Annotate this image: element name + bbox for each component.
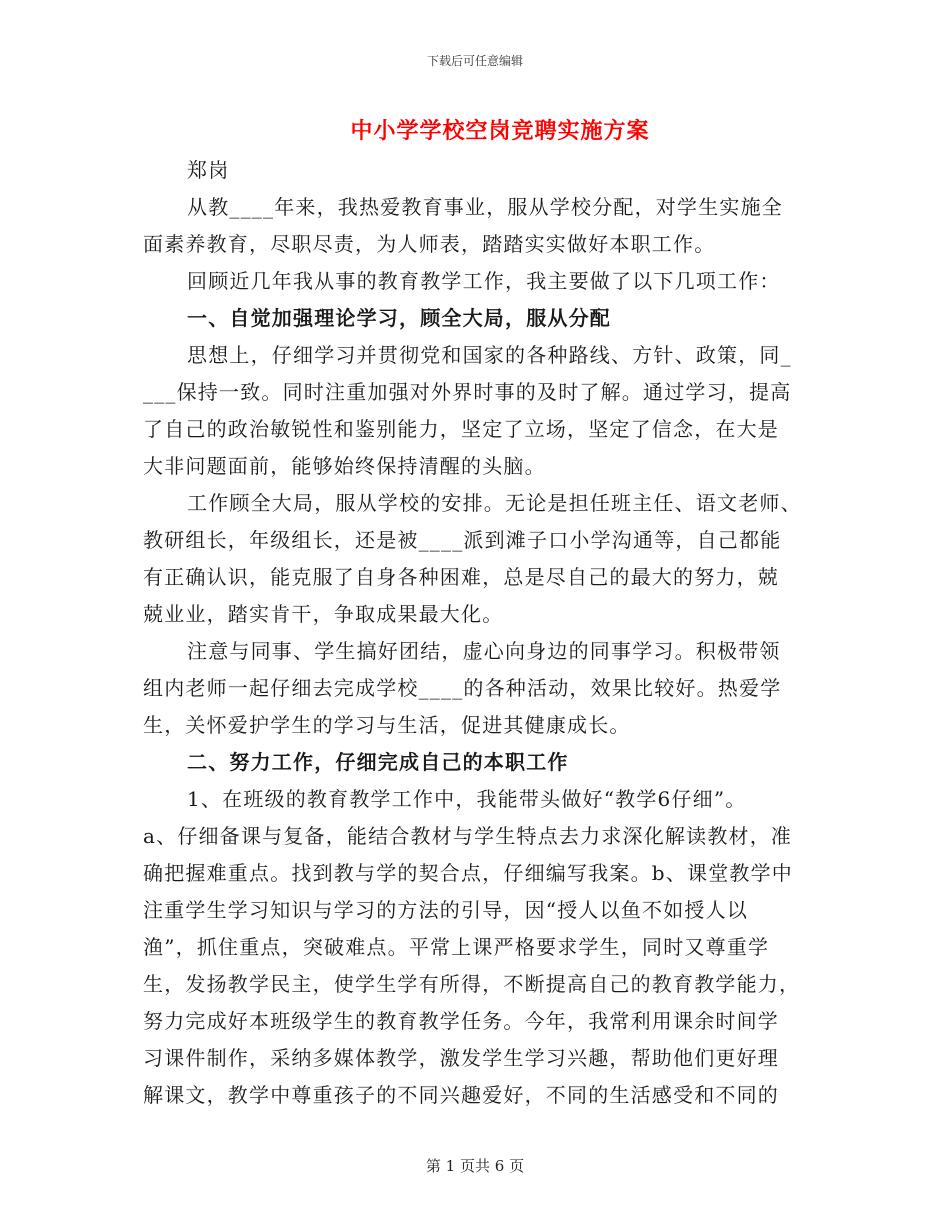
paragraph-line: 思想上，仔细学习并贯彻党和国家的各种路线、方针、政策，同_ — [187, 343, 792, 367]
paragraph-line: 了自己的政治敏锐性和鉴别能力，坚定了立场，坚定了信念，在大是 — [143, 417, 779, 441]
paragraph-line: 解课文，教学中尊重孩子的不同兴趣爱好，不同的生活感受和不同的 — [143, 1083, 779, 1107]
header-note: 下载后可任意编辑 — [426, 54, 523, 68]
paragraph-line: 注意与同事、学生搞好团结，虚心向身边的同事学习。积极带领 — [187, 639, 781, 663]
paragraph-line: 确把握难重点。找到教与学的契合点，仔细编写我案。b、课堂教学中 — [143, 861, 794, 885]
paragraph-line: ___保持一致。同时注重加强对外界时事的及时了解。通过学习，提高 — [143, 380, 792, 404]
paragraph-line: 1、在班级的教育教学工作中，我能带头做好“教学6仔细”。 — [187, 787, 747, 811]
paragraph-line: 面素养教育，尽职尽责，为人师表，踏踏实实做好本职工作。 — [143, 232, 716, 256]
paragraph-line: 回顾近几年我从事的教育教学工作，我主要做了以下几项工作： — [187, 269, 781, 293]
paragraph-line: 组内老师一起仔细去完成学校____的各种活动，效果比较好。热爱学 — [143, 676, 782, 700]
paragraph-line: 教研组长，年级组长，还是被____派到滩子口小学沟通等，自己都能 — [143, 528, 782, 552]
paragraph-line: 注重学生学习知识与学习的方法的引导，因“授人以鱼不如授人以 — [143, 898, 749, 922]
page-number: 第 1 页共 6 页 — [425, 1157, 525, 1175]
paragraph-line: 工作顾全大局，服从学校的安排。无论是担任班主任、语文老师、 — [187, 491, 802, 515]
section-heading-1: 一、自觉加强理论学习，顾全大局，服从分配 — [187, 306, 611, 330]
paragraph-line: a、仔细备课与复备，能结合教材与学生特点去力求深化解读教材，准 — [143, 824, 793, 848]
paragraph-line: 兢业业，踏实肯干，争取成果最大化。 — [143, 602, 504, 626]
paragraph-line: 大非问题面前，能够始终保持清醒的头脑。 — [143, 454, 546, 478]
section-heading-2: 二、努力工作，仔细完成自己的本职工作 — [187, 750, 569, 774]
paragraph-line: 习课件制作，采纳多媒体教学，激发学生学习兴趣，帮助他们更好理 — [143, 1046, 779, 1070]
paragraph-line: 生，发扬教学民主，使学生学有所得，不断提高自己的教育教学能力， — [143, 972, 801, 996]
author-line: 郑岗 — [187, 158, 230, 182]
paragraph-line: 生，关怀爱护学生的学习与生活，促进其健康成长。 — [143, 713, 631, 737]
document-title: 中小学学校空岗竞聘实施方案 — [350, 118, 650, 144]
paragraph-line: 渔”，抓住重点，突破难点。平常上课严格要求学生，同时又尊重学 — [143, 935, 770, 959]
paragraph-line: 有正确认识，能克服了自身各种困难，总是尽自己的最大的努力，兢 — [143, 565, 779, 589]
paragraph-line: 从教____年来，我热爱教育事业，服从学校分配，对学生实施全 — [187, 195, 783, 219]
paragraph-line: 努力完成好本班级学生的教育教学任务。今年，我常利用课余时间学 — [143, 1009, 779, 1033]
